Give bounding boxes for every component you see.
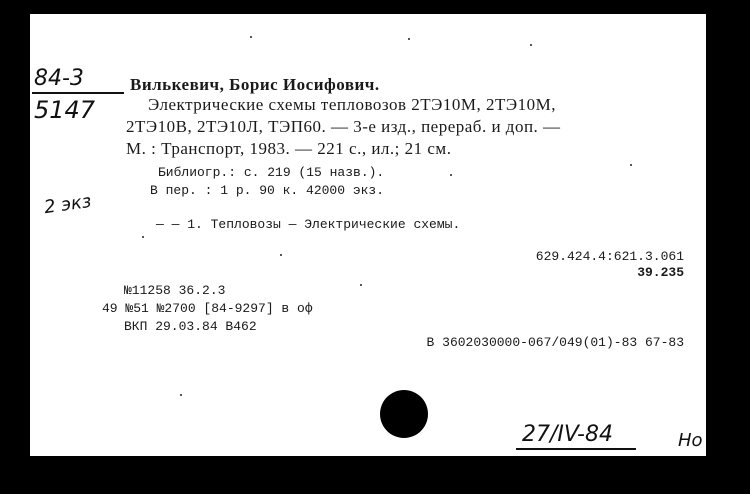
scan-speck — [630, 164, 632, 166]
record-number: №11258 36.2.3 — [124, 283, 226, 298]
call-number-underline — [32, 92, 124, 94]
bibliography-note: Библиогр.: с. 219 (15 назв.). — [158, 165, 385, 180]
title-line-1: Электрические схемы тепловозов 2ТЭ10М, 2ТЭ10М, — [148, 95, 556, 114]
handwritten-date: 27/IV-84 — [522, 422, 613, 447]
subject-headings: — — 1. Тепловозы — Электрические схемы. — [156, 217, 461, 232]
handwritten-corner: Но — [678, 430, 703, 451]
scan-speck — [142, 236, 144, 238]
bbk-index: 39.235 — [637, 265, 684, 280]
handwritten-copies: 2 экз — [42, 190, 93, 219]
scan-speck — [530, 44, 532, 46]
author-heading: Вилькевич, Борис Иосифович. — [130, 75, 380, 94]
order-line: 49 №51 №2700 [84-9297] в оф — [102, 301, 313, 316]
price-edition: В пер. : 1 р. 90 к. 42000 экз. — [150, 183, 385, 198]
udc-index: 629.424.4:621.3.061 — [535, 249, 684, 264]
scan-speck — [360, 284, 362, 286]
call-number-bottom: 5147 — [34, 96, 96, 124]
handwritten-date-underline — [516, 448, 636, 450]
isbn-code: В 3602030000-067/049(01)-83 67-83 — [426, 335, 684, 350]
title-line-3: М. : Транспорт, 1983. — 221 с., ил.; 21 см. — [126, 139, 452, 158]
scan-speck — [408, 38, 410, 40]
scan-speck — [180, 394, 182, 396]
punch-hole — [380, 390, 428, 438]
call-number-top: 84-3 — [34, 66, 84, 91]
title-line-2: 2ТЭ10В, 2ТЭ10Л, ТЭП60. — 3-е изд., перераб. и доп. — — [126, 117, 561, 136]
vkp-stamp: ВКП 29.03.84 В462 — [124, 319, 257, 334]
scan-speck — [250, 36, 252, 38]
scan-speck — [450, 174, 452, 176]
catalog-card — [30, 14, 706, 456]
scan-speck — [280, 254, 282, 256]
